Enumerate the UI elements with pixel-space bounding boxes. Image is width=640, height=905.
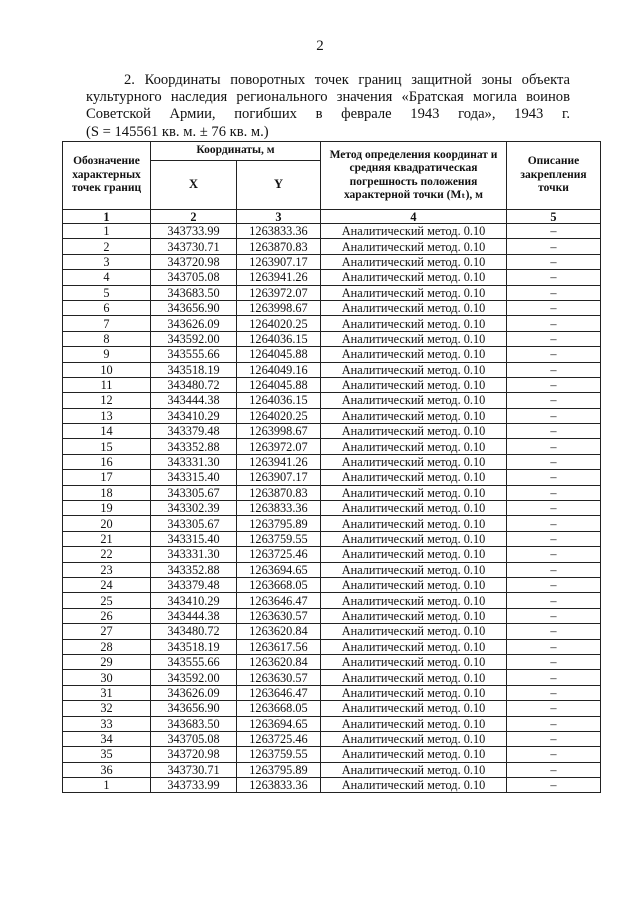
method-cell: Аналитический метод. 0.10 (321, 701, 507, 716)
point-number-cell: 31 (63, 685, 151, 700)
x-coordinate-cell: 343444.38 (151, 608, 237, 623)
y-coordinate-cell: 1263941.26 (237, 270, 321, 285)
x-coordinate-cell: 343315.40 (151, 531, 237, 546)
y-coordinate-cell: 1263617.56 (237, 639, 321, 654)
x-coordinate-cell: 343720.98 (151, 254, 237, 269)
description-cell: – (507, 270, 601, 285)
y-coordinate-cell: 1263870.83 (237, 485, 321, 500)
description-cell: – (507, 685, 601, 700)
column-number: 2 (151, 210, 237, 224)
y-coordinate-cell: 1264045.88 (237, 377, 321, 392)
point-number-cell: 15 (63, 439, 151, 454)
y-coordinate-cell: 1263941.26 (237, 454, 321, 469)
x-coordinate-cell: 343305.67 (151, 516, 237, 531)
description-cell: – (507, 516, 601, 531)
table-row (63, 747, 601, 762)
table-row (63, 393, 601, 408)
table-row (63, 562, 601, 577)
method-cell: Аналитический метод. 0.10 (321, 254, 507, 269)
table-row (63, 547, 601, 562)
x-coordinate-cell: 343733.99 (151, 224, 237, 239)
method-cell: Аналитический метод. 0.10 (321, 778, 507, 793)
y-coordinate-cell: 1263833.36 (237, 501, 321, 516)
method-cell: Аналитический метод. 0.10 (321, 593, 507, 608)
x-coordinate-cell: 343626.09 (151, 685, 237, 700)
y-coordinate-cell: 1263620.84 (237, 654, 321, 669)
method-cell: Аналитический метод. 0.10 (321, 516, 507, 531)
method-cell: Аналитический метод. 0.10 (321, 331, 507, 346)
point-number-cell: 14 (63, 424, 151, 439)
table-row (63, 501, 601, 516)
point-number-cell: 18 (63, 485, 151, 500)
y-coordinate-cell: 1263759.55 (237, 747, 321, 762)
y-coordinate-cell: 1263694.65 (237, 716, 321, 731)
paragraph-line-1: 2. Координаты поворотных точек границ защитной зоны объекта (124, 72, 570, 88)
x-coordinate-cell: 343705.08 (151, 731, 237, 746)
table-row (63, 439, 601, 454)
table-row (63, 331, 601, 346)
table-row (63, 285, 601, 300)
method-cell: Аналитический метод. 0.10 (321, 239, 507, 254)
section-paragraph (86, 72, 570, 141)
table-row (63, 224, 601, 239)
header-x: X (151, 161, 237, 210)
table-row (63, 670, 601, 685)
description-cell: – (507, 639, 601, 654)
table-row (63, 454, 601, 469)
table-row (63, 531, 601, 546)
description-cell: – (507, 347, 601, 362)
y-coordinate-cell: 1263972.07 (237, 439, 321, 454)
x-coordinate-cell: 343555.66 (151, 654, 237, 669)
table-row (63, 593, 601, 608)
y-coordinate-cell: 1263620.84 (237, 624, 321, 639)
method-cell: Аналитический метод. 0.10 (321, 408, 507, 423)
point-number-cell: 3 (63, 254, 151, 269)
x-coordinate-cell: 343656.90 (151, 701, 237, 716)
point-number-cell: 11 (63, 377, 151, 392)
point-number-cell: 9 (63, 347, 151, 362)
paragraph-line-2: культурного наследия регионального значения «Братская могила воинов (86, 89, 570, 106)
x-coordinate-cell: 343410.29 (151, 408, 237, 423)
description-cell: – (507, 285, 601, 300)
y-coordinate-cell: 1263833.36 (237, 778, 321, 793)
point-number-cell: 25 (63, 593, 151, 608)
method-cell: Аналитический метод. 0.10 (321, 377, 507, 392)
method-cell: Аналитический метод. 0.10 (321, 347, 507, 362)
y-coordinate-cell: 1263998.67 (237, 424, 321, 439)
x-coordinate-cell: 343730.71 (151, 239, 237, 254)
description-cell: – (507, 393, 601, 408)
x-coordinate-cell: 343444.38 (151, 393, 237, 408)
table-row (63, 716, 601, 731)
method-cell: Аналитический метод. 0.10 (321, 470, 507, 485)
description-cell: – (507, 377, 601, 392)
method-cell: Аналитический метод. 0.10 (321, 485, 507, 500)
description-cell: – (507, 654, 601, 669)
header-coordinates: Координаты, м (151, 142, 321, 161)
method-cell: Аналитический метод. 0.10 (321, 393, 507, 408)
description-cell: – (507, 470, 601, 485)
y-coordinate-cell: 1263725.46 (237, 731, 321, 746)
description-cell: – (507, 608, 601, 623)
description-cell: – (507, 501, 601, 516)
header-description: Описание закрепления точки (507, 142, 601, 210)
description-cell: – (507, 716, 601, 731)
point-number-cell: 29 (63, 654, 151, 669)
table-row (63, 347, 601, 362)
point-number-cell: 35 (63, 747, 151, 762)
x-coordinate-cell: 343302.39 (151, 501, 237, 516)
method-cell: Аналитический метод. 0.10 (321, 439, 507, 454)
method-cell: Аналитический метод. 0.10 (321, 762, 507, 777)
page-number: 2 (316, 38, 324, 54)
table-row (63, 685, 601, 700)
table-row (63, 654, 601, 669)
y-coordinate-cell: 1264020.25 (237, 316, 321, 331)
description-cell: – (507, 408, 601, 423)
table-row (63, 377, 601, 392)
description-cell: – (507, 239, 601, 254)
method-cell: Аналитический метод. 0.10 (321, 685, 507, 700)
column-number-row (63, 210, 601, 224)
table-row (63, 516, 601, 531)
method-cell: Аналитический метод. 0.10 (321, 716, 507, 731)
point-number-cell: 20 (63, 516, 151, 531)
table-row (63, 485, 601, 500)
point-number-cell: 6 (63, 300, 151, 315)
x-coordinate-cell: 343730.71 (151, 762, 237, 777)
point-number-cell: 19 (63, 501, 151, 516)
description-cell: – (507, 701, 601, 716)
method-cell: Аналитический метод. 0.10 (321, 270, 507, 285)
y-coordinate-cell: 1264020.25 (237, 408, 321, 423)
table-row (63, 639, 601, 654)
y-coordinate-cell: 1264036.15 (237, 393, 321, 408)
table-row (63, 577, 601, 592)
table-row (63, 300, 601, 315)
y-coordinate-cell: 1263725.46 (237, 547, 321, 562)
method-cell: Аналитический метод. 0.10 (321, 547, 507, 562)
description-cell: – (507, 624, 601, 639)
method-cell: Аналитический метод. 0.10 (321, 454, 507, 469)
method-cell: Аналитический метод. 0.10 (321, 501, 507, 516)
x-coordinate-cell: 343518.19 (151, 362, 237, 377)
x-coordinate-cell: 343352.88 (151, 562, 237, 577)
x-coordinate-cell: 343305.67 (151, 485, 237, 500)
y-coordinate-cell: 1263795.89 (237, 762, 321, 777)
column-number: 3 (237, 210, 321, 224)
point-number-cell: 22 (63, 547, 151, 562)
method-cell: Аналитический метод. 0.10 (321, 531, 507, 546)
y-coordinate-cell: 1263907.17 (237, 254, 321, 269)
point-number-cell: 27 (63, 624, 151, 639)
method-cell: Аналитический метод. 0.10 (321, 608, 507, 623)
header-designation: Обозначение характерных точек границ (63, 142, 151, 210)
y-coordinate-cell: 1264049.16 (237, 362, 321, 377)
paragraph-line-4: (S = 145561 кв. м. ± 76 кв. м.) (86, 123, 269, 140)
table-row (63, 239, 601, 254)
table-row (63, 254, 601, 269)
description-cell: – (507, 331, 601, 346)
table-row (63, 778, 601, 793)
y-coordinate-cell: 1263972.07 (237, 285, 321, 300)
method-cell: Аналитический метод. 0.10 (321, 562, 507, 577)
point-number-cell: 1 (63, 778, 151, 793)
x-coordinate-cell: 343331.30 (151, 454, 237, 469)
y-coordinate-cell: 1263998.67 (237, 300, 321, 315)
description-cell: – (507, 747, 601, 762)
point-number-cell: 4 (63, 270, 151, 285)
description-cell: – (507, 224, 601, 239)
point-number-cell: 30 (63, 670, 151, 685)
method-cell: Аналитический метод. 0.10 (321, 639, 507, 654)
table-row (63, 624, 601, 639)
column-number: 4 (321, 210, 507, 224)
point-number-cell: 7 (63, 316, 151, 331)
method-cell: Аналитический метод. 0.10 (321, 577, 507, 592)
table-row (63, 701, 601, 716)
point-number-cell: 23 (63, 562, 151, 577)
point-number-cell: 12 (63, 393, 151, 408)
y-coordinate-cell: 1263759.55 (237, 531, 321, 546)
y-coordinate-cell: 1263694.65 (237, 562, 321, 577)
method-cell: Аналитический метод. 0.10 (321, 670, 507, 685)
table-row (63, 470, 601, 485)
y-coordinate-cell: 1263668.05 (237, 577, 321, 592)
description-cell: – (507, 778, 601, 793)
x-coordinate-cell: 343720.98 (151, 747, 237, 762)
description-cell: – (507, 731, 601, 746)
x-coordinate-cell: 343379.48 (151, 577, 237, 592)
x-coordinate-cell: 343352.88 (151, 439, 237, 454)
x-coordinate-cell: 343315.40 (151, 470, 237, 485)
method-cell: Аналитический метод. 0.10 (321, 624, 507, 639)
y-coordinate-cell: 1263870.83 (237, 239, 321, 254)
coordinates-table (62, 141, 601, 793)
x-coordinate-cell: 343379.48 (151, 424, 237, 439)
y-coordinate-cell: 1263795.89 (237, 516, 321, 531)
point-number-cell: 24 (63, 577, 151, 592)
y-coordinate-cell: 1263833.36 (237, 224, 321, 239)
description-cell: – (507, 670, 601, 685)
point-number-cell: 2 (63, 239, 151, 254)
x-coordinate-cell: 343592.00 (151, 331, 237, 346)
description-cell: – (507, 362, 601, 377)
table-row (63, 362, 601, 377)
description-cell: – (507, 593, 601, 608)
y-coordinate-cell: 1263646.47 (237, 593, 321, 608)
point-number-cell: 33 (63, 716, 151, 731)
table-row (63, 408, 601, 423)
table-row (63, 270, 601, 285)
point-number-cell: 36 (63, 762, 151, 777)
method-cell: Аналитический метод. 0.10 (321, 224, 507, 239)
paragraph-line-3: Советской Армии, погибших в феврале 1943 года», 1943 г. (86, 106, 570, 123)
method-cell: Аналитический метод. 0.10 (321, 285, 507, 300)
point-number-cell: 26 (63, 608, 151, 623)
point-number-cell: 32 (63, 701, 151, 716)
y-coordinate-cell: 1263630.57 (237, 608, 321, 623)
point-number-cell: 1 (63, 224, 151, 239)
point-number-cell: 10 (63, 362, 151, 377)
point-number-cell: 8 (63, 331, 151, 346)
description-cell: – (507, 316, 601, 331)
x-coordinate-cell: 343683.50 (151, 716, 237, 731)
y-coordinate-cell: 1264045.88 (237, 347, 321, 362)
point-number-cell: 5 (63, 285, 151, 300)
method-cell: Аналитический метод. 0.10 (321, 424, 507, 439)
method-cell: Аналитический метод. 0.10 (321, 731, 507, 746)
description-cell: – (507, 300, 601, 315)
y-coordinate-cell: 1263907.17 (237, 470, 321, 485)
x-coordinate-cell: 343555.66 (151, 347, 237, 362)
header-method: Метод определения координат и средняя квадратическая погрешность положения характерной точки (Mₜ), м (321, 142, 507, 210)
x-coordinate-cell: 343518.19 (151, 639, 237, 654)
x-coordinate-cell: 343733.99 (151, 778, 237, 793)
method-cell: Аналитический метод. 0.10 (321, 316, 507, 331)
description-cell: – (507, 562, 601, 577)
y-coordinate-cell: 1263646.47 (237, 685, 321, 700)
x-coordinate-cell: 343331.30 (151, 547, 237, 562)
description-cell: – (507, 762, 601, 777)
y-coordinate-cell: 1263668.05 (237, 701, 321, 716)
x-coordinate-cell: 343410.29 (151, 593, 237, 608)
x-coordinate-cell: 343705.08 (151, 270, 237, 285)
description-cell: – (507, 577, 601, 592)
y-coordinate-cell: 1263630.57 (237, 670, 321, 685)
point-number-cell: 16 (63, 454, 151, 469)
point-number-cell: 34 (63, 731, 151, 746)
table-row (63, 316, 601, 331)
method-cell: Аналитический метод. 0.10 (321, 747, 507, 762)
header-y: Y (237, 161, 321, 210)
description-cell: – (507, 485, 601, 500)
table-row (63, 424, 601, 439)
table-row (63, 731, 601, 746)
description-cell: – (507, 439, 601, 454)
column-number: 1 (63, 210, 151, 224)
x-coordinate-cell: 343656.90 (151, 300, 237, 315)
point-number-cell: 17 (63, 470, 151, 485)
x-coordinate-cell: 343480.72 (151, 377, 237, 392)
x-coordinate-cell: 343683.50 (151, 285, 237, 300)
description-cell: – (507, 424, 601, 439)
column-number: 5 (507, 210, 601, 224)
description-cell: – (507, 454, 601, 469)
description-cell: – (507, 254, 601, 269)
description-cell: – (507, 531, 601, 546)
method-cell: Аналитический метод. 0.10 (321, 300, 507, 315)
x-coordinate-cell: 343592.00 (151, 670, 237, 685)
table-row (63, 762, 601, 777)
x-coordinate-cell: 343626.09 (151, 316, 237, 331)
point-number-cell: 13 (63, 408, 151, 423)
method-cell: Аналитический метод. 0.10 (321, 362, 507, 377)
y-coordinate-cell: 1264036.15 (237, 331, 321, 346)
point-number-cell: 28 (63, 639, 151, 654)
point-number-cell: 21 (63, 531, 151, 546)
x-coordinate-cell: 343480.72 (151, 624, 237, 639)
description-cell: – (507, 547, 601, 562)
method-cell: Аналитический метод. 0.10 (321, 654, 507, 669)
table-row (63, 608, 601, 623)
